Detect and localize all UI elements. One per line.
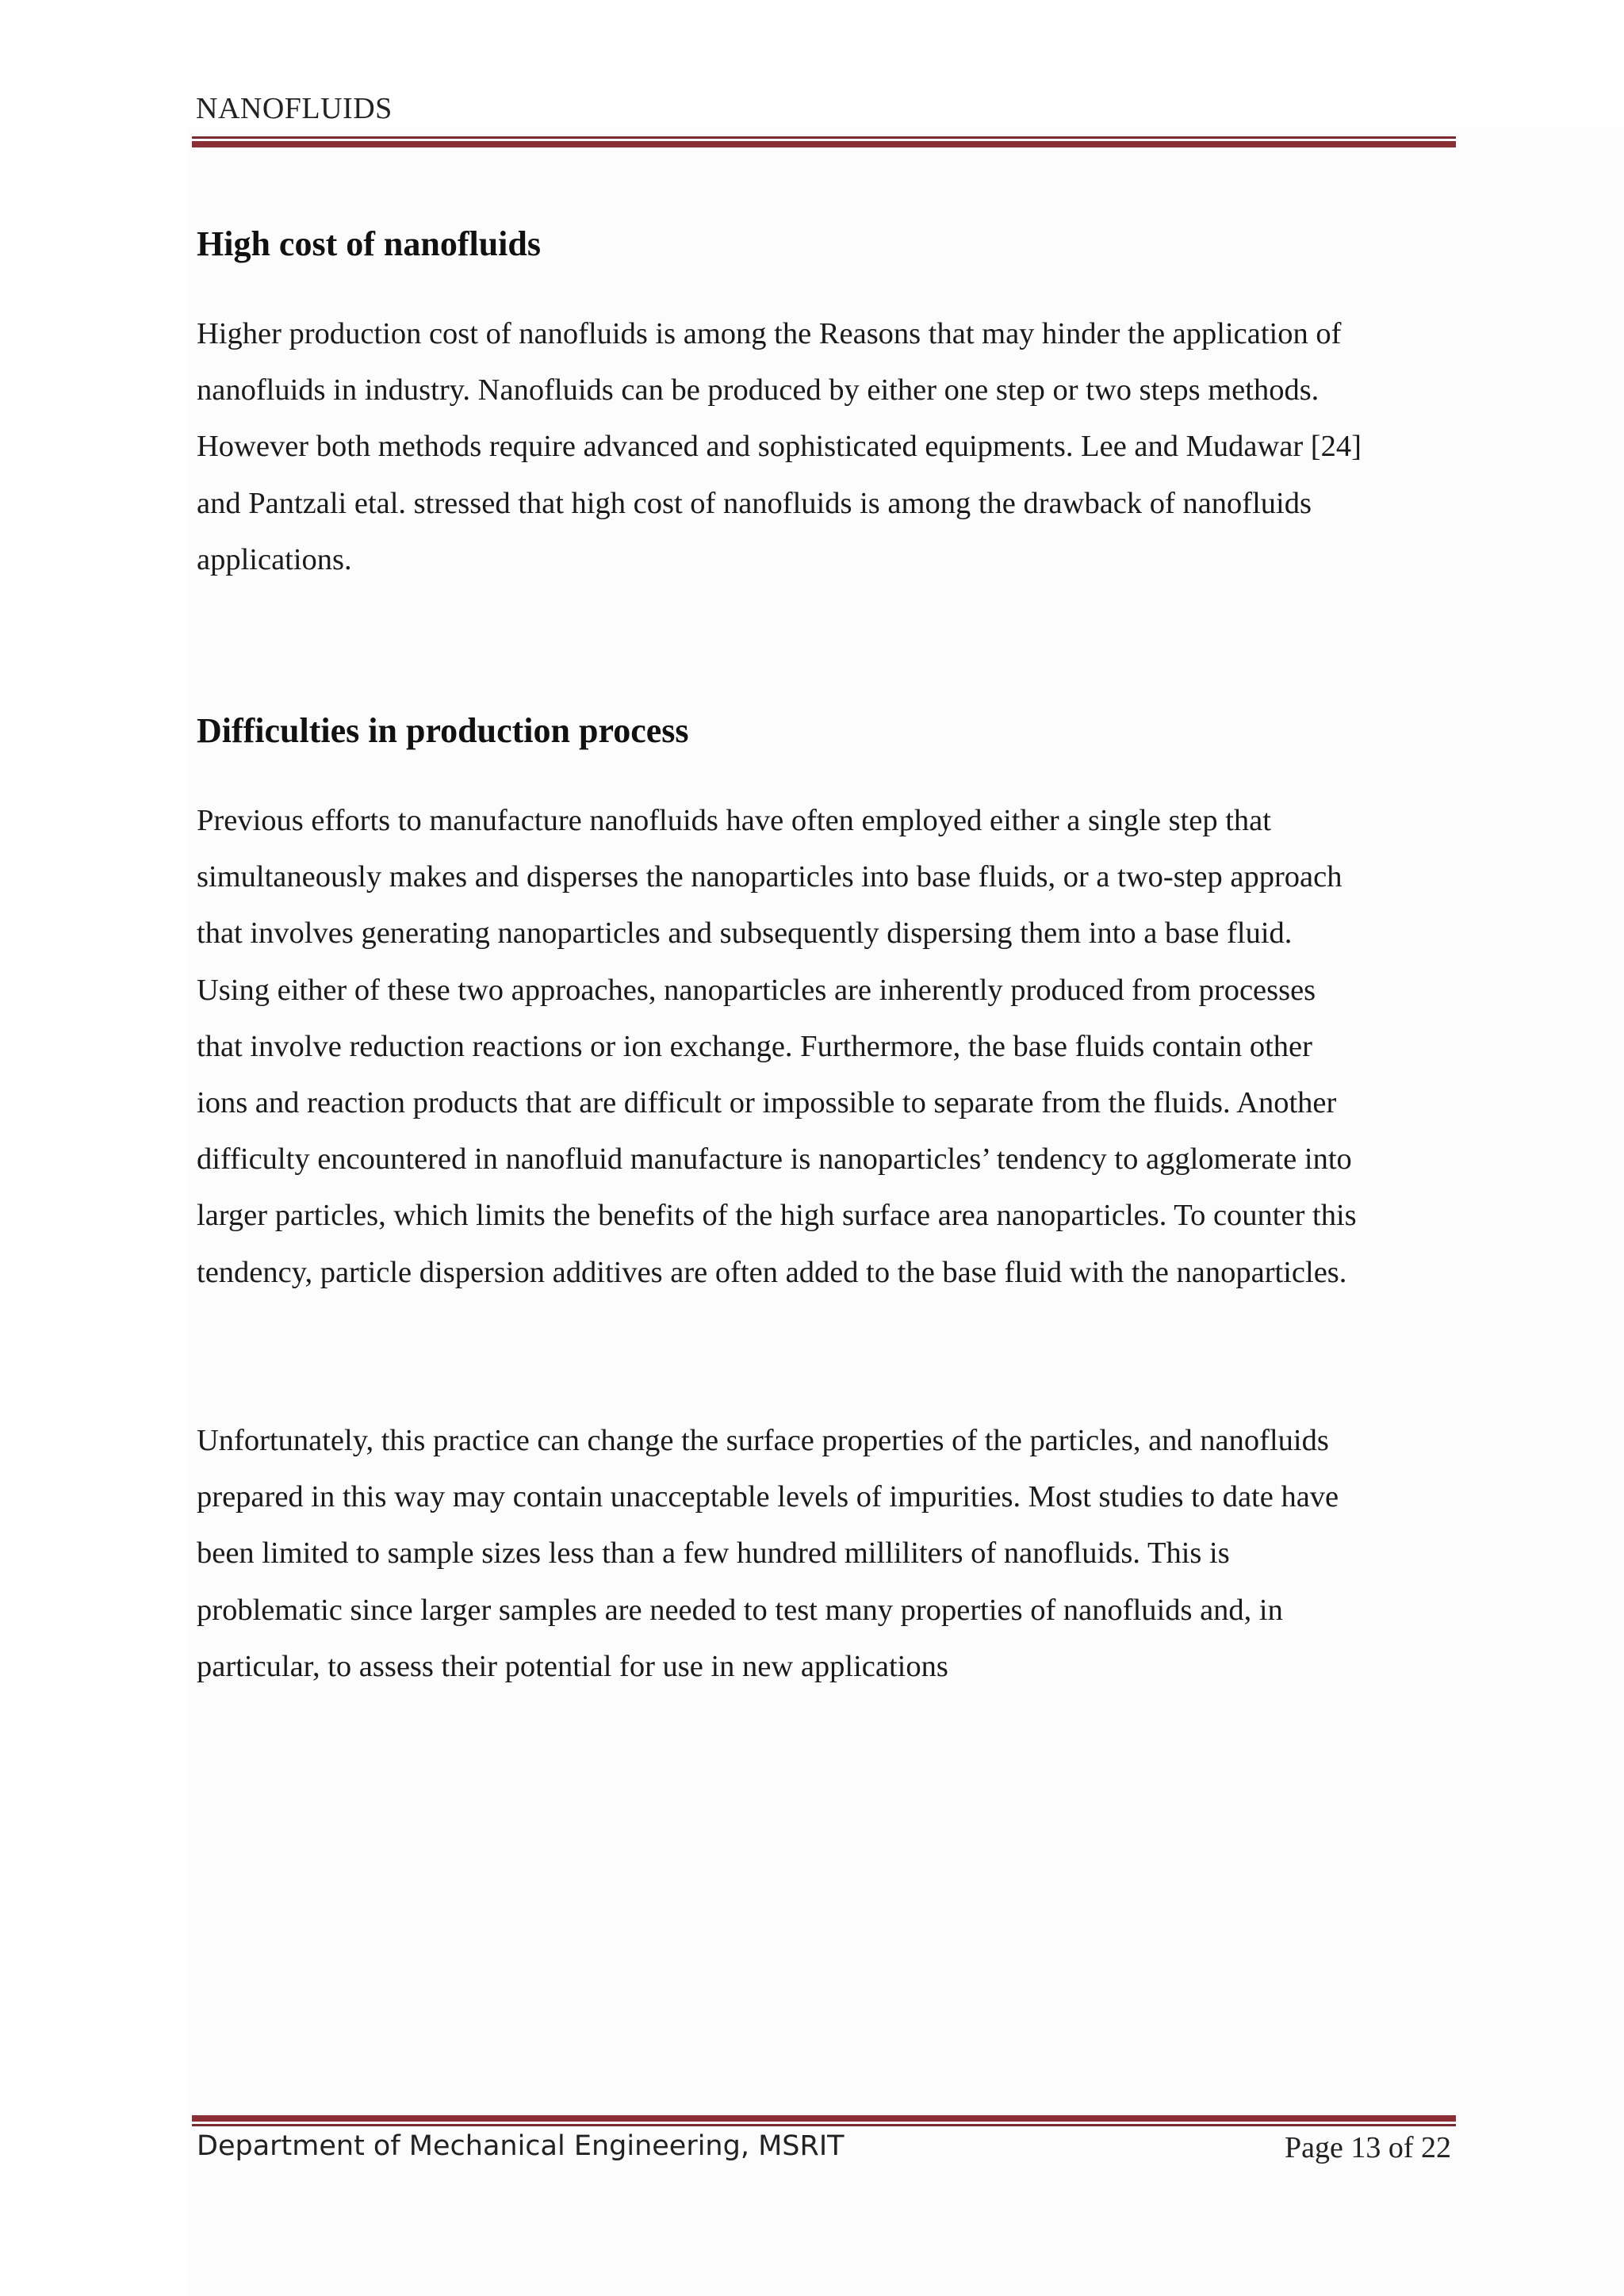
header-rule-thin bbox=[192, 136, 1456, 139]
paragraph-difficulties-1 bbox=[197, 793, 1457, 1301]
text-line: Higher production cost of nanofluids is among the Reasons that may hinder the application of bbox=[197, 317, 1342, 350]
paragraph-high-cost bbox=[197, 306, 1457, 588]
text-line: difficulty encountered in nanofluid manufacture is nanoparticles’ tendency to agglomerate into bbox=[197, 1142, 1352, 1177]
footer-page-number: Page 13 of 22 bbox=[1284, 2131, 1451, 2164]
text-line: applications. bbox=[197, 542, 352, 576]
text-line: that involves generating nanoparticles and subsequently dispersing them into a base fluid. bbox=[197, 916, 1293, 951]
text-line: nanofluids in industry. Nanofluids can be produced by either one step or two steps methods. bbox=[197, 373, 1320, 408]
footer-rule-thick bbox=[192, 2115, 1456, 2122]
text-line: ions and reaction products that are difficult or impossible to separate from the fluids. Another bbox=[197, 1086, 1337, 1120]
footer-rule-thin bbox=[192, 2124, 1456, 2126]
text-line: Previous efforts to manufacture nanofluids have often employed either a single step that bbox=[197, 804, 1271, 837]
text-line: tendency, particle dispersion additives are often added to the base fluid with the nanoparticles. bbox=[197, 1255, 1347, 1289]
section-heading-difficulties: Difficulties in production process bbox=[197, 711, 689, 750]
text-line: However both methods require advanced and sophisticated equipments. Lee and Mudawar [24] bbox=[197, 430, 1362, 464]
text-line: and Pantzali etal. stressed that high cost of nanofluids is among the drawback of nanofluids bbox=[197, 486, 1312, 520]
text-line: prepared in this way may contain unacceptable levels of impurities. Most studies to date have bbox=[197, 1480, 1339, 1514]
footer-department: Department of Mechanical Engineering, MSRIT bbox=[197, 2130, 845, 2162]
text-line: Unfortunately, this practice can change the surface properties of the particles, and nanofluids bbox=[197, 1424, 1329, 1457]
paragraph-difficulties-2 bbox=[197, 1413, 1457, 1695]
header-rule-thick bbox=[192, 141, 1456, 147]
text-line: particular, to assess their potential for use in new applications bbox=[197, 1649, 948, 1683]
text-line: Using either of these two approaches, nanoparticles are inherently produced from processes bbox=[197, 973, 1316, 1007]
section-heading-high-cost: High cost of nanofluids bbox=[197, 224, 541, 263]
text-line: larger particles, which limits the benefits of the high surface area nanoparticles. To counter this bbox=[197, 1199, 1357, 1233]
running-header: NANOFLUIDS bbox=[196, 92, 393, 125]
text-line: been limited to sample sizes less than a few hundred milliliters of nanofluids. This is bbox=[197, 1536, 1230, 1571]
text-line: simultaneously makes and disperses the nanoparticles into base fluids, or a two-step approach bbox=[197, 860, 1342, 894]
text-line: that involve reduction reactions or ion exchange. Furthermore, the base fluids contain other bbox=[197, 1029, 1312, 1063]
text-line: problematic since larger samples are needed to test many properties of nanofluids and, in bbox=[197, 1593, 1283, 1627]
